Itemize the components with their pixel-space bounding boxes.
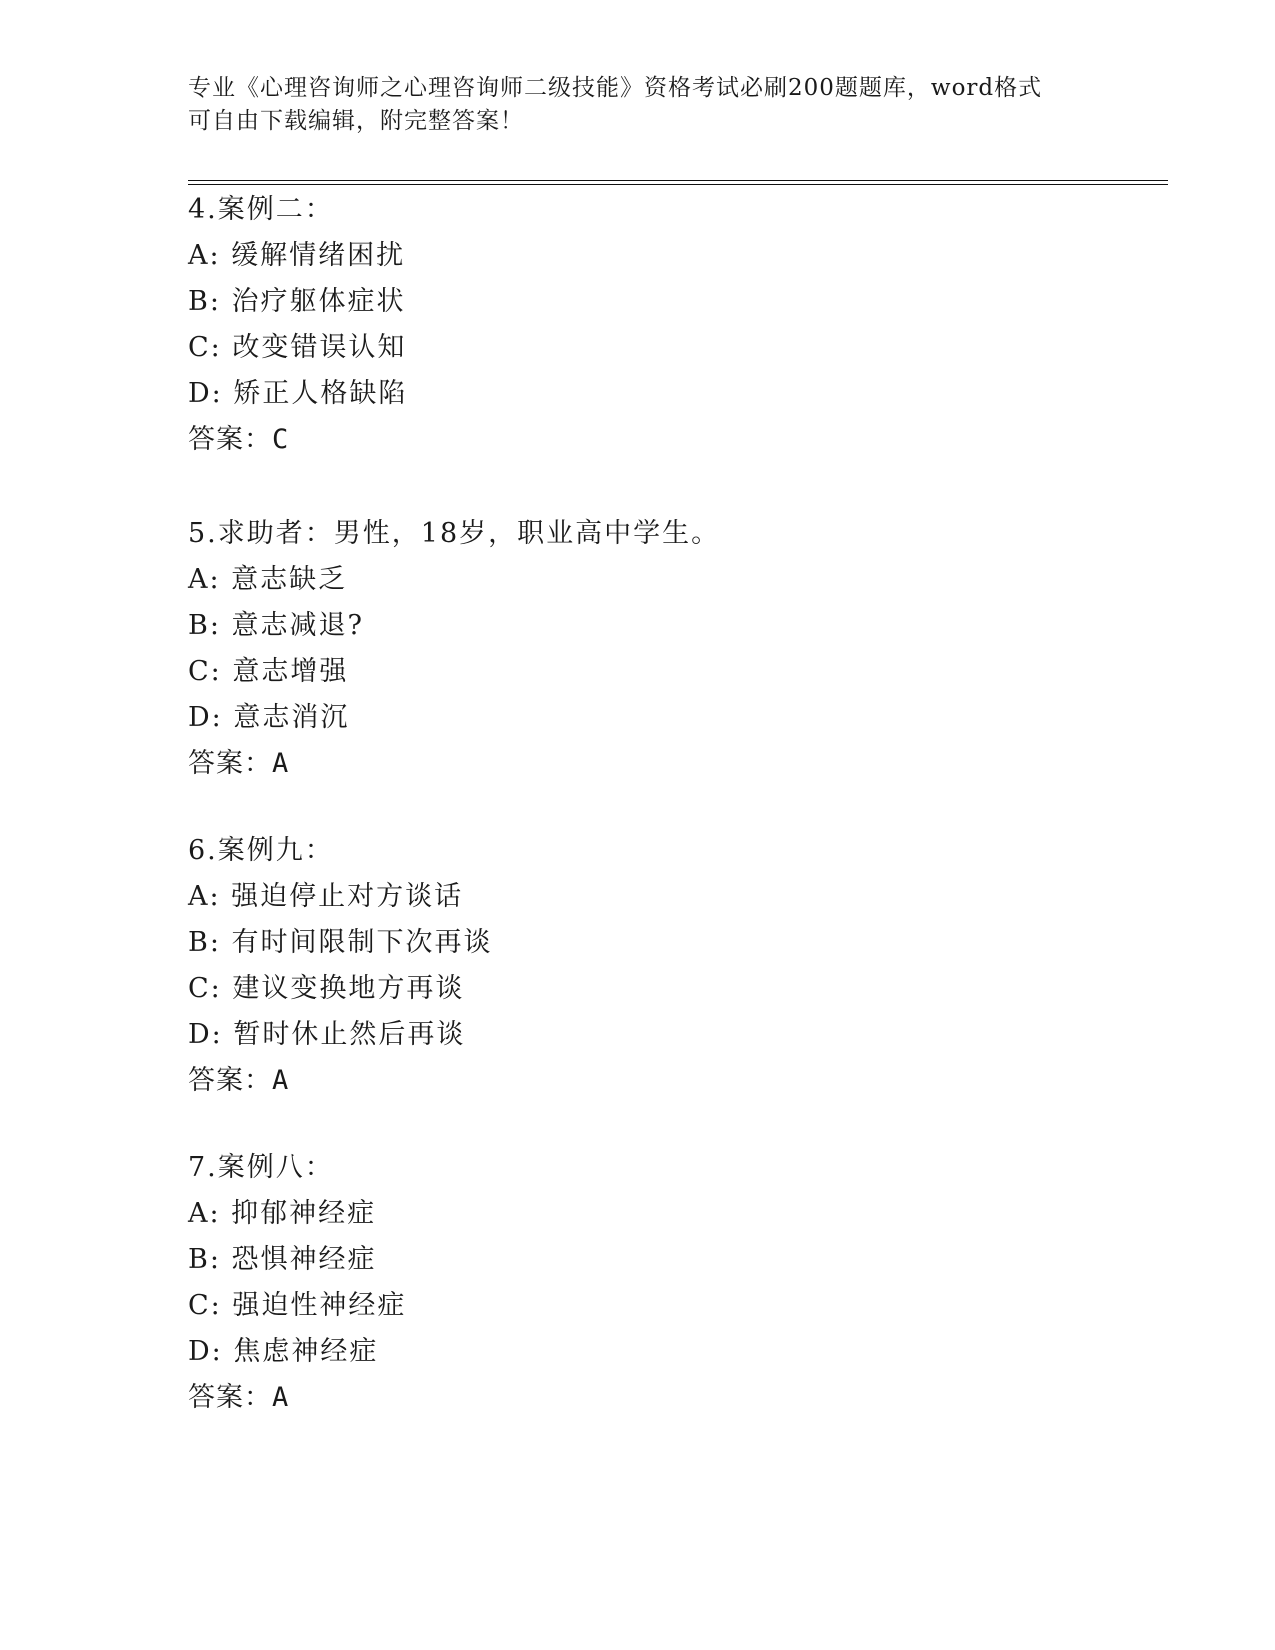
option-b: B: 意志减退? bbox=[188, 610, 364, 641]
question-title: 5.求助者：男性，18岁，职业高中学生。 bbox=[188, 518, 721, 549]
option-d: D: 意志消沉 bbox=[188, 702, 350, 733]
option-d: D: 焦虑神经症 bbox=[188, 1336, 379, 1367]
question-4 bbox=[188, 187, 1138, 463]
option-b: B: 治疗躯体症状 bbox=[188, 286, 406, 317]
answer-label: 答案： bbox=[188, 1382, 272, 1413]
answer-value: C bbox=[272, 424, 290, 455]
header-line-2: 可自由下载编辑，附完整答案！ bbox=[188, 108, 524, 134]
header-divider-bottom bbox=[188, 184, 1168, 185]
answer-line bbox=[188, 1375, 1138, 1421]
option-c: C: 改变错误认知 bbox=[188, 332, 407, 363]
question-5 bbox=[188, 511, 1138, 787]
answer-line bbox=[188, 741, 1138, 787]
answer-line bbox=[188, 417, 1138, 463]
header-line-1: 专业《心理咨询师之心理咨询师二级技能》资格考试必刷200题题库，word格式 bbox=[188, 75, 1043, 101]
option-b: B: 恐惧神经症 bbox=[188, 1244, 377, 1275]
answer-value: A bbox=[272, 1065, 290, 1096]
question-6 bbox=[188, 828, 1138, 1104]
answer-value: A bbox=[272, 1382, 290, 1413]
question-title: 4.案例二： bbox=[188, 194, 334, 225]
option-c: C: 意志增强 bbox=[188, 656, 349, 687]
option-a: A: 强迫停止对方谈话 bbox=[188, 881, 464, 912]
option-a: A: 意志缺乏 bbox=[188, 564, 348, 595]
option-c: C: 建议变换地方再谈 bbox=[188, 973, 465, 1004]
option-c: C: 强迫性神经症 bbox=[188, 1290, 407, 1321]
answer-label: 答案： bbox=[188, 748, 272, 779]
answer-label: 答案： bbox=[188, 1065, 272, 1096]
answer-value: A bbox=[272, 748, 290, 779]
header-divider-top bbox=[188, 180, 1168, 181]
question-7 bbox=[188, 1145, 1138, 1421]
document-header bbox=[188, 72, 1088, 138]
option-a: A: 缓解情绪困扰 bbox=[188, 240, 406, 271]
option-b: B: 有时间限制下次再谈 bbox=[188, 927, 493, 958]
question-title: 7.案例八： bbox=[188, 1152, 334, 1183]
answer-line bbox=[188, 1058, 1138, 1104]
question-title: 6.案例九： bbox=[188, 835, 334, 866]
option-a: A: 抑郁神经症 bbox=[188, 1198, 377, 1229]
option-d: D: 暂时休止然后再谈 bbox=[188, 1019, 466, 1050]
answer-label: 答案： bbox=[188, 424, 272, 455]
option-d: D: 矫正人格缺陷 bbox=[188, 378, 408, 409]
